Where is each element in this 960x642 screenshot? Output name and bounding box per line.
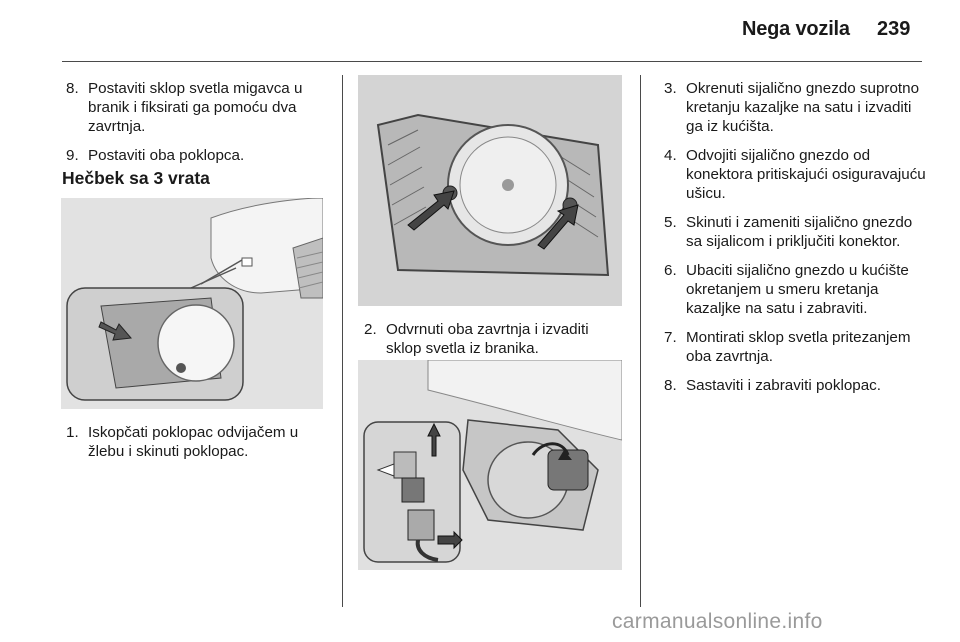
- figure-bumper-cover: [61, 198, 323, 409]
- step-text: Iskopčati poklopac odvijačem u žlebu i skinuti poklopac.: [88, 424, 299, 460]
- list-item: [664, 376, 926, 395]
- list-item: [364, 320, 626, 358]
- page-title: Nega vozila: [742, 18, 850, 40]
- steps-list-col1-bottom: [66, 423, 328, 471]
- steps-list-col3: [664, 79, 926, 405]
- figure-bulb-socket: [358, 360, 622, 570]
- list-item: [664, 146, 926, 203]
- column-divider-2: [640, 75, 641, 607]
- step-text: Postaviti sklop svetla migavca u branik i fiksirati ga pomoću dva zavrtnja.: [88, 80, 303, 135]
- list-item: [664, 79, 926, 136]
- step-text: Montirati sklop svetla pritezanjem oba zavrtnja.: [686, 329, 911, 365]
- step-number: 9.: [66, 147, 79, 164]
- header-divider: [62, 61, 922, 62]
- step-text: Sastaviti i zabraviti poklopac.: [686, 377, 881, 394]
- step-number: 6.: [664, 262, 677, 279]
- step-number: 7.: [664, 329, 677, 346]
- list-item: [66, 79, 334, 136]
- list-item: [66, 146, 334, 165]
- step-number: 3.: [664, 80, 677, 97]
- step-text: Okrenuti sijalično gnezdo suprotno kretanju kazaljke na satu i izvaditi ga iz kućišta.: [686, 80, 920, 135]
- step-number: 5.: [664, 214, 677, 231]
- column-divider-1: [342, 75, 343, 607]
- step-number: 8.: [66, 80, 79, 97]
- step-text: Ubaciti sijalično gnezdo u kućište okretanjem u smeru kretanja kazaljke na satu i zabraviti.: [686, 262, 909, 317]
- list-item: [66, 423, 328, 461]
- page-number: 239: [877, 18, 911, 40]
- step-text: Odvojiti sijalično gnezdo od konektora pritiskajući osiguravajuću ušicu.: [686, 147, 926, 202]
- step-number: 4.: [664, 147, 677, 164]
- list-item: [664, 213, 926, 251]
- step-text: Postaviti oba poklopca.: [88, 147, 245, 164]
- steps-list-col1-top: [66, 79, 334, 175]
- step-number: 8.: [664, 377, 677, 394]
- list-item: [664, 328, 926, 366]
- figure-screws-removal: [358, 75, 622, 306]
- site-watermark: carmanualsonline.info: [612, 610, 823, 633]
- section-heading: Hečbek sa 3 vrata: [62, 168, 210, 188]
- step-number: 2.: [364, 321, 377, 338]
- step-number: 1.: [66, 424, 79, 441]
- list-item: [664, 261, 926, 318]
- step-text: Skinuti i zameniti sijalično gnezdo sa sijalicom i priključiti konektor.: [686, 214, 913, 250]
- step-text: Odvrnuti oba zavrtnja i izvaditi sklop svetla iz branika.: [386, 321, 589, 357]
